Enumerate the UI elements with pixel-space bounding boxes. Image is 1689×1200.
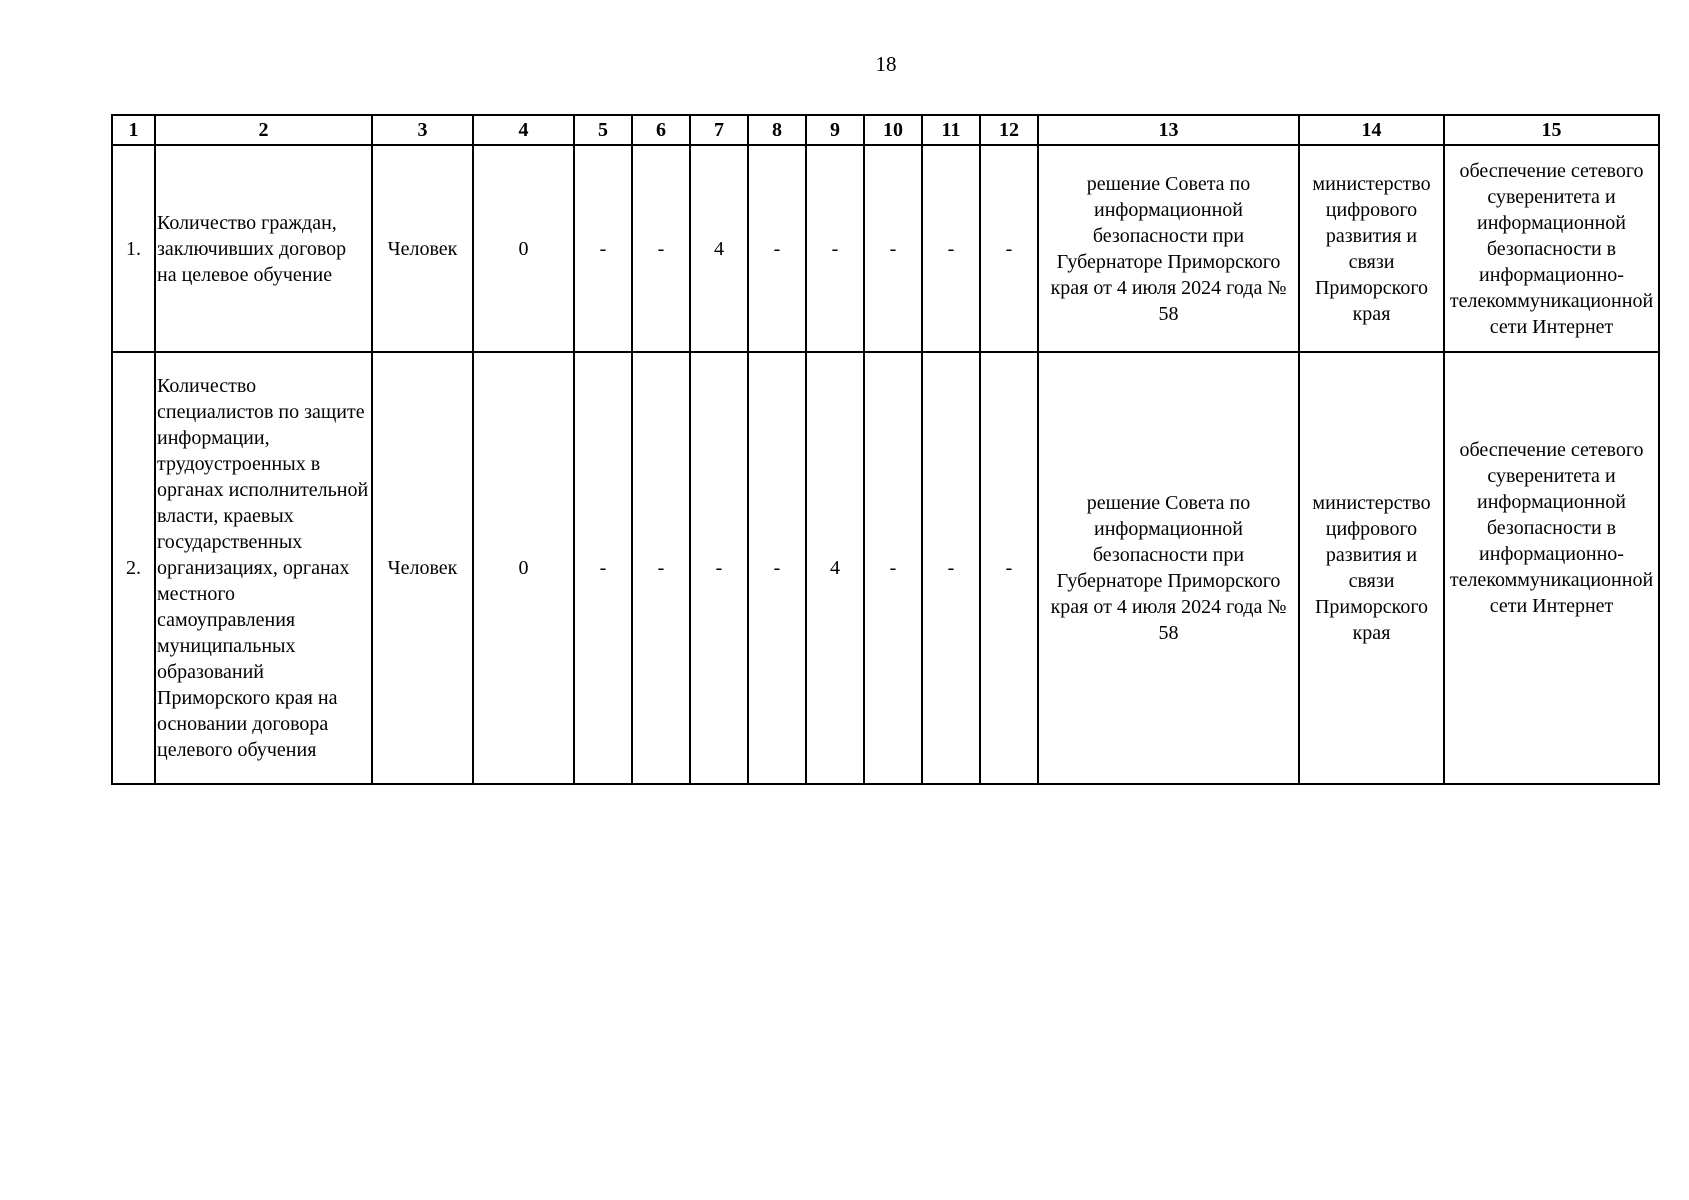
indicator-name: Количество граждан, заключивших договор на целевое обучение (155, 145, 372, 352)
column-header: 3 (372, 115, 473, 145)
goal-cell (1444, 352, 1659, 784)
goal-cell: обеспечение сетевого суверенитета и информационной безопасности в информационно-телекоммуникационной сети Интернет (1444, 145, 1659, 352)
unit-cell: Человек (372, 145, 473, 352)
page-number: 18 (875, 52, 897, 76)
header-row (112, 115, 1659, 145)
column-header: 14 (1299, 115, 1444, 145)
goal-text: обеспечение сетевого суверенитета и информационной безопасности в информационно-телекоммуникационной сети Интернет (1449, 439, 1654, 617)
value-cell: - (922, 352, 980, 784)
column-header: 12 (980, 115, 1038, 145)
column-header: 4 (473, 115, 574, 145)
value-cell: - (922, 145, 980, 352)
value-cell: - (748, 352, 806, 784)
row-number: 1. (112, 145, 155, 352)
column-header: 15 (1444, 115, 1659, 145)
column-header: 10 (864, 115, 922, 145)
value-cell: - (980, 145, 1038, 352)
value-cell: 4 (690, 145, 748, 352)
value-cell: - (980, 352, 1038, 784)
column-header: 5 (574, 115, 632, 145)
value-cell: - (632, 352, 690, 784)
value-cell: - (690, 352, 748, 784)
base-value-cell: 0 (473, 352, 574, 784)
responsible-cell: министерство цифрового развития и связи Приморского края (1299, 352, 1444, 784)
column-header: 13 (1038, 115, 1299, 145)
table-row (112, 352, 1659, 784)
responsible-cell: министерство цифрового развития и связи Приморского края (1299, 145, 1444, 352)
column-header: 7 (690, 115, 748, 145)
value-cell: - (806, 145, 864, 352)
value-cell: - (574, 145, 632, 352)
value-cell: 4 (806, 352, 864, 784)
value-cell: - (864, 145, 922, 352)
indicator-name: Количество специалистов по защите информации, трудоустроенных в органах исполнительной власти, краевых государственных организациях, органах местного самоуправления муниципальных образований Приморского края на основании договора целевого обучения (155, 352, 372, 784)
document-cell: решение Совета по информационной безопасности при Губернаторе Приморского края от 4 июля 2024 года № 58 (1038, 352, 1299, 784)
value-cell: - (632, 145, 690, 352)
value-cell: - (864, 352, 922, 784)
unit-cell: Человек (372, 352, 473, 784)
value-cell: - (748, 145, 806, 352)
base-value-cell: 0 (473, 145, 574, 352)
document-cell: решение Совета по информационной безопасности при Губернаторе Приморского края от 4 июля 2024 года № 58 (1038, 145, 1299, 352)
column-header: 2 (155, 115, 372, 145)
value-cell: - (574, 352, 632, 784)
column-header: 11 (922, 115, 980, 145)
table-row (112, 145, 1659, 352)
column-header: 1 (112, 115, 155, 145)
column-header: 8 (748, 115, 806, 145)
column-header: 6 (632, 115, 690, 145)
indicators-table (111, 114, 1660, 785)
row-number: 2. (112, 352, 155, 784)
column-header: 9 (806, 115, 864, 145)
